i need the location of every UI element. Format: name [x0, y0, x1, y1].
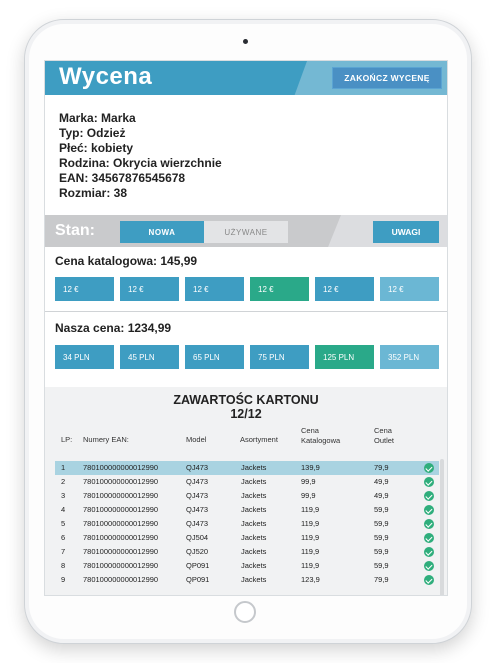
cell-assortment: Jackets — [241, 491, 267, 500]
cell-lp: 7 — [61, 547, 66, 556]
table-row[interactable] — [55, 531, 439, 545]
check-icon[interactable] — [424, 463, 434, 473]
our-price-option-2[interactable]: 45 PLN — [120, 345, 179, 369]
box-contents-count: 12/12 — [230, 407, 262, 421]
cell-catalog: 123,9 — [301, 575, 320, 584]
divider — [45, 311, 447, 312]
cell-ean: 780100000000012990 — [83, 575, 159, 584]
cell-catalog: 119,9 — [301, 547, 320, 556]
cell-assortment: Jackets — [241, 477, 267, 486]
cell-ean: 780100000000012990 — [83, 505, 159, 514]
cell-assortment: Jackets — [241, 547, 267, 556]
cell-catalog: 119,9 — [301, 505, 320, 514]
page-title: Wycena — [59, 63, 153, 90]
product-family: Rodzina: Okrycia wierzchnie — [59, 156, 222, 170]
cell-model: QJ520 — [186, 547, 209, 556]
cell-lp: 8 — [61, 561, 66, 570]
catalog-price-option-4[interactable]: 12 € — [250, 277, 309, 301]
cell-assortment: Jackets — [241, 561, 267, 570]
check-icon[interactable] — [424, 477, 434, 487]
product-gender: Płeć: kobiety — [59, 141, 134, 155]
cell-model: QJ473 — [186, 463, 209, 472]
check-icon[interactable] — [424, 575, 434, 585]
table-row[interactable] — [55, 517, 439, 531]
cell-model: QP091 — [186, 575, 210, 584]
cell-model: QJ473 — [186, 477, 209, 486]
check-icon[interactable] — [424, 505, 434, 515]
cell-assortment: Jackets — [241, 519, 267, 528]
catalog-price-option-6[interactable]: 12 € — [380, 277, 439, 301]
our-price-option-3[interactable]: 65 PLN — [185, 345, 244, 369]
app-screen — [44, 60, 448, 596]
cell-outlet: 59,9 — [374, 505, 389, 514]
cell-outlet: 59,9 — [374, 533, 389, 542]
catalog-price-option-2[interactable]: 12 € — [120, 277, 179, 301]
col-header-catalog-line2: Katalogowa — [301, 436, 341, 445]
cell-model: QP091 — [186, 561, 210, 570]
cell-model: QJ504 — [186, 533, 209, 542]
condition-used-toggle[interactable]: UŻYWANE — [204, 221, 288, 243]
cell-outlet: 79,9 — [374, 575, 389, 584]
cell-outlet: 59,9 — [374, 561, 389, 570]
box-contents-panel — [45, 387, 447, 596]
cell-ean: 780100000000012990 — [83, 477, 159, 486]
product-type: Typ: Odzież — [59, 126, 126, 140]
our-price-option-5[interactable]: 125 PLN — [315, 345, 374, 369]
cell-outlet: 59,9 — [374, 547, 389, 556]
cell-assortment: Jackets — [241, 505, 267, 514]
cell-catalog: 119,9 — [301, 519, 320, 528]
cell-lp: 5 — [61, 519, 66, 528]
cell-lp: 4 — [61, 505, 66, 514]
camera-icon — [243, 39, 248, 44]
condition-label: Stan: — [55, 222, 95, 239]
table-row[interactable] — [55, 559, 439, 573]
table-row[interactable] — [55, 503, 439, 517]
cell-lp: 2 — [61, 477, 66, 486]
col-header-catalog-price — [301, 426, 340, 446]
table-row[interactable] — [55, 545, 439, 559]
table-row[interactable] — [55, 461, 439, 475]
our-price-option-6[interactable]: 352 PLN — [380, 345, 439, 369]
col-header-ean: Numery EAN: — [83, 435, 129, 444]
table-row[interactable] — [55, 475, 439, 489]
cell-model: QJ473 — [186, 519, 209, 528]
our-price-option-4[interactable]: 75 PLN — [250, 345, 309, 369]
product-info — [59, 111, 222, 201]
col-header-outlet-line2: Outlet — [374, 436, 395, 445]
header-bar — [45, 61, 447, 95]
check-icon[interactable] — [424, 561, 434, 571]
cell-model: QJ473 — [186, 491, 209, 500]
our-price-label: Nasza cena: 1234,99 — [55, 321, 172, 335]
cell-catalog: 139,9 — [301, 463, 320, 472]
cell-catalog: 99,9 — [301, 491, 316, 500]
table-row[interactable] — [55, 573, 439, 587]
our-price-option-1[interactable]: 34 PLN — [55, 345, 114, 369]
check-icon[interactable] — [424, 533, 434, 543]
product-ean: EAN: 34567876545678 — [59, 171, 186, 185]
finish-valuation-button[interactable]: ZAKOŃCZ WYCENĘ — [332, 67, 442, 89]
cell-ean: 780100000000012990 — [83, 561, 159, 570]
cell-catalog: 99,9 — [301, 477, 316, 486]
check-icon[interactable] — [424, 547, 434, 557]
col-header-model: Model — [186, 435, 207, 444]
condition-new-toggle[interactable]: NOWA — [120, 221, 204, 243]
catalog-price-option-5[interactable]: 12 € — [315, 277, 374, 301]
box-contents-title: ZAWARTOŚC KARTONU — [173, 393, 319, 407]
cell-catalog: 119,9 — [301, 533, 320, 542]
check-icon[interactable] — [424, 519, 434, 529]
col-header-outlet-price — [374, 426, 394, 446]
product-brand: Marka: Marka — [59, 111, 136, 125]
cell-outlet: 49,9 — [374, 491, 389, 500]
cell-assortment: Jackets — [241, 533, 267, 542]
catalog-price-label: Cena katalogowa: 145,99 — [55, 254, 198, 268]
cell-lp: 9 — [61, 575, 66, 584]
cell-ean: 780100000000012990 — [83, 533, 159, 542]
cell-ean: 780100000000012990 — [83, 519, 159, 528]
cell-lp: 3 — [61, 491, 66, 500]
check-icon[interactable] — [424, 491, 434, 501]
col-header-catalog-line1: Cena — [301, 426, 319, 435]
catalog-price-option-3[interactable]: 12 € — [185, 277, 244, 301]
product-size: Rozmiar: 38 — [59, 186, 128, 200]
condition-bar — [45, 215, 447, 247]
cell-outlet: 49,9 — [374, 477, 389, 486]
col-header-outlet-line1: Cena — [374, 426, 392, 435]
col-header-assortment: Asortyment — [240, 435, 278, 444]
cell-assortment: Jackets — [241, 575, 267, 584]
cell-assortment: Jackets — [241, 463, 267, 472]
table-row[interactable] — [55, 489, 439, 503]
cell-outlet: 59,9 — [374, 519, 389, 528]
table-scrollbar[interactable] — [440, 459, 444, 596]
cell-lp: 6 — [61, 533, 66, 542]
cell-catalog: 119,9 — [301, 561, 320, 570]
cell-lp: 1 — [61, 463, 66, 472]
cell-model: QJ473 — [186, 505, 209, 514]
catalog-price-option-1[interactable]: 12 € — [55, 277, 114, 301]
cell-ean: 780100000000012990 — [83, 463, 159, 472]
cell-ean: 780100000000012990 — [83, 547, 159, 556]
cell-outlet: 79,9 — [374, 463, 389, 472]
notes-button[interactable]: UWAGI — [373, 221, 439, 243]
col-header-lp: LP: — [61, 435, 73, 444]
home-button[interactable] — [234, 601, 256, 623]
cell-ean: 780100000000012990 — [83, 491, 159, 500]
